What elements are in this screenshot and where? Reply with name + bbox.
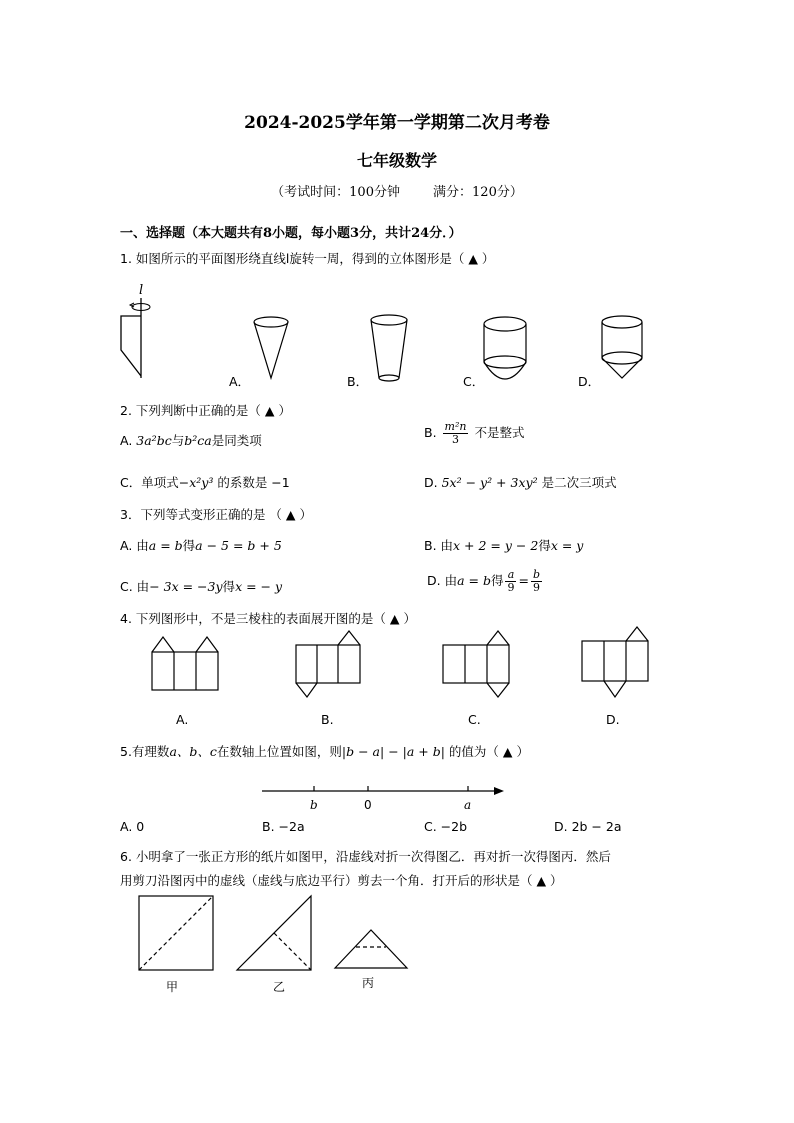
q2-b-numerator: m²n bbox=[444, 420, 467, 433]
q1-option-c-label[interactable]: C． bbox=[463, 374, 485, 389]
exam-subject: 七年级数学 bbox=[356, 151, 437, 170]
question-4-stem: 4. 下列图形中，不是三棱柱的表面展开图的是（ ▲ ） bbox=[120, 611, 416, 626]
q2-b-prefix: B. bbox=[424, 425, 441, 440]
q3-d-den2: 9 bbox=[532, 581, 540, 594]
q2-a-math: 3a²bc bbox=[136, 433, 172, 448]
q2-a-mid: 与 bbox=[171, 433, 185, 448]
q6-label-jia: 甲 bbox=[166, 980, 179, 994]
q5-point-a: a bbox=[464, 798, 472, 812]
q3-c-prefix: C. 由 bbox=[120, 579, 150, 594]
q2-d-prefix: D. bbox=[424, 475, 442, 490]
q3-b-mid: 得 bbox=[538, 538, 551, 553]
q5-stem-mid: 在数轴上位置如图，则 bbox=[216, 744, 342, 759]
q2-option-c[interactable] bbox=[120, 473, 290, 491]
q3-d-fraction-2 bbox=[531, 569, 542, 594]
q5-number-line bbox=[0, 775, 794, 825]
q3-a-prefix: A. 由 bbox=[120, 538, 149, 553]
q5-point-zero: 0 bbox=[364, 798, 372, 812]
section-heading: 一、选择题（本大题共有8小题，每小题3分，共计24分．） bbox=[120, 226, 462, 241]
q1-option-d-cylinder-cone bbox=[602, 316, 642, 378]
q3-c-math: − 3x = −3y bbox=[149, 579, 223, 594]
q1-option-a-cone bbox=[254, 317, 288, 378]
q6-label-yi: 乙 bbox=[273, 980, 286, 994]
exam-title: 2024-2025学年第一学期第二次月考卷 bbox=[244, 113, 550, 133]
q3-option-c[interactable] bbox=[120, 577, 282, 595]
q4-net-c bbox=[443, 631, 509, 697]
q2-b-fraction bbox=[443, 421, 469, 446]
q2-a-math2: b²ca bbox=[184, 433, 212, 448]
q3-d-mid: 得 bbox=[490, 573, 504, 588]
q2-option-d[interactable] bbox=[424, 473, 617, 491]
q5-option-d[interactable]: D. 2b − 2a bbox=[554, 819, 622, 834]
question-1-stem: 1. 如图所示的平面图形绕直线l旋转一周，得到的立体图形是（ ▲ ） bbox=[120, 251, 495, 266]
q1-option-a-label[interactable]: A． bbox=[229, 374, 251, 389]
q3-d-den1: 9 bbox=[507, 581, 515, 594]
q4-net-d bbox=[582, 627, 648, 697]
q3-d-prefix: D. 由 bbox=[427, 573, 458, 588]
q3-option-b[interactable] bbox=[424, 536, 583, 554]
q2-c-prefix: C．单项式 bbox=[120, 475, 179, 490]
q2-option-a[interactable] bbox=[120, 431, 262, 449]
q6-label-bing: 丙 bbox=[362, 976, 375, 990]
question-6-stem-line1: 6. 小明拿了一张正方形的纸片如图甲，沿虚线对折一次得图乙．再对折一次得图丙．然后 bbox=[120, 849, 611, 864]
q1-plane-figure bbox=[121, 298, 150, 378]
q3-b-math2: x = y bbox=[550, 538, 584, 553]
q5-stem-vars: a、b、c bbox=[169, 744, 217, 759]
q6-figure-bing bbox=[335, 930, 407, 968]
q3-b-prefix: B. 由 bbox=[424, 538, 454, 553]
q1-axis-label: l bbox=[139, 283, 144, 298]
q3-b-math: x + 2 = y − 2 bbox=[453, 538, 539, 553]
q5-option-b[interactable]: B. −2a bbox=[262, 819, 305, 834]
q2-c-math: −x²y³ bbox=[178, 475, 214, 490]
q4-option-a-label[interactable]: A. bbox=[176, 712, 189, 727]
q3-d-math: a = b bbox=[457, 573, 491, 588]
q3-c-mid: 得 bbox=[222, 579, 236, 594]
question-5-stem bbox=[120, 742, 529, 760]
q3-d-eq: = bbox=[518, 573, 529, 588]
question-1-figures bbox=[0, 278, 794, 398]
question-4-figures bbox=[0, 625, 794, 705]
q4-net-a bbox=[152, 637, 218, 690]
q4-option-b-label[interactable]: B. bbox=[321, 712, 334, 727]
q2-a-prefix: A. bbox=[120, 433, 137, 448]
question-3-stem: 3．下列等式变形正确的是 （ ▲ ） bbox=[120, 507, 312, 522]
q3-d-fraction-1 bbox=[505, 569, 516, 594]
q5-stem-suffix: 的值为（ ▲ ） bbox=[444, 744, 529, 759]
q1-option-d-label[interactable]: D． bbox=[578, 374, 601, 389]
q2-d-suffix: 是二次三项式 bbox=[537, 475, 617, 490]
q2-d-math: 5x² − y² + 3xy² bbox=[441, 475, 538, 490]
q3-option-a[interactable] bbox=[120, 536, 282, 554]
q5-stem-expr: |b − a| − |a + b| bbox=[341, 744, 445, 759]
q1-option-b-frustum bbox=[371, 315, 407, 381]
q5-point-b: b bbox=[310, 798, 318, 812]
q2-b-denominator: 3 bbox=[452, 433, 459, 446]
exam-info: （考试时间：100分钟 满分：120分） bbox=[271, 185, 523, 200]
q4-net-b bbox=[296, 631, 360, 697]
q3-c-math2: x = − y bbox=[235, 579, 283, 594]
q1-option-b-label[interactable]: B． bbox=[347, 374, 369, 389]
q3-a-mid: 得 bbox=[182, 538, 196, 553]
q1-option-c-cylinder-hemisphere bbox=[484, 317, 526, 379]
q4-option-d-label[interactable]: D. bbox=[606, 712, 620, 727]
q3-option-d[interactable] bbox=[427, 569, 544, 594]
q2-a-suffix: 是同类项 bbox=[211, 433, 262, 448]
q2-c-suffix: 的系数是 −1 bbox=[213, 475, 290, 490]
q2-b-suffix: 不是整式 bbox=[470, 425, 525, 440]
q5-option-c[interactable]: C. −2b bbox=[424, 819, 468, 834]
question-6-stem-line2: 用剪刀沿图丙中的虚线（虚线与底边平行）剪去一个角．打开后的形状是（ ▲ ） bbox=[120, 873, 563, 888]
question-6-figures bbox=[0, 890, 794, 1000]
q5-option-a[interactable]: A. 0 bbox=[120, 819, 145, 834]
q6-figure-yi bbox=[237, 896, 311, 970]
q2-option-b[interactable] bbox=[424, 421, 524, 446]
q3-d-num1: a bbox=[505, 569, 516, 582]
q6-figure-jia bbox=[139, 896, 213, 970]
q3-d-num2: b bbox=[532, 568, 540, 581]
q4-option-c-label[interactable]: C. bbox=[468, 712, 481, 727]
question-2-stem: 2. 下列判断中正确的是（ ▲ ） bbox=[120, 403, 291, 418]
q5-stem-prefix: 5.有理数 bbox=[120, 744, 170, 759]
q3-a-math: a = b bbox=[148, 538, 183, 553]
q3-a-math2: a − 5 = b + 5 bbox=[195, 538, 282, 553]
